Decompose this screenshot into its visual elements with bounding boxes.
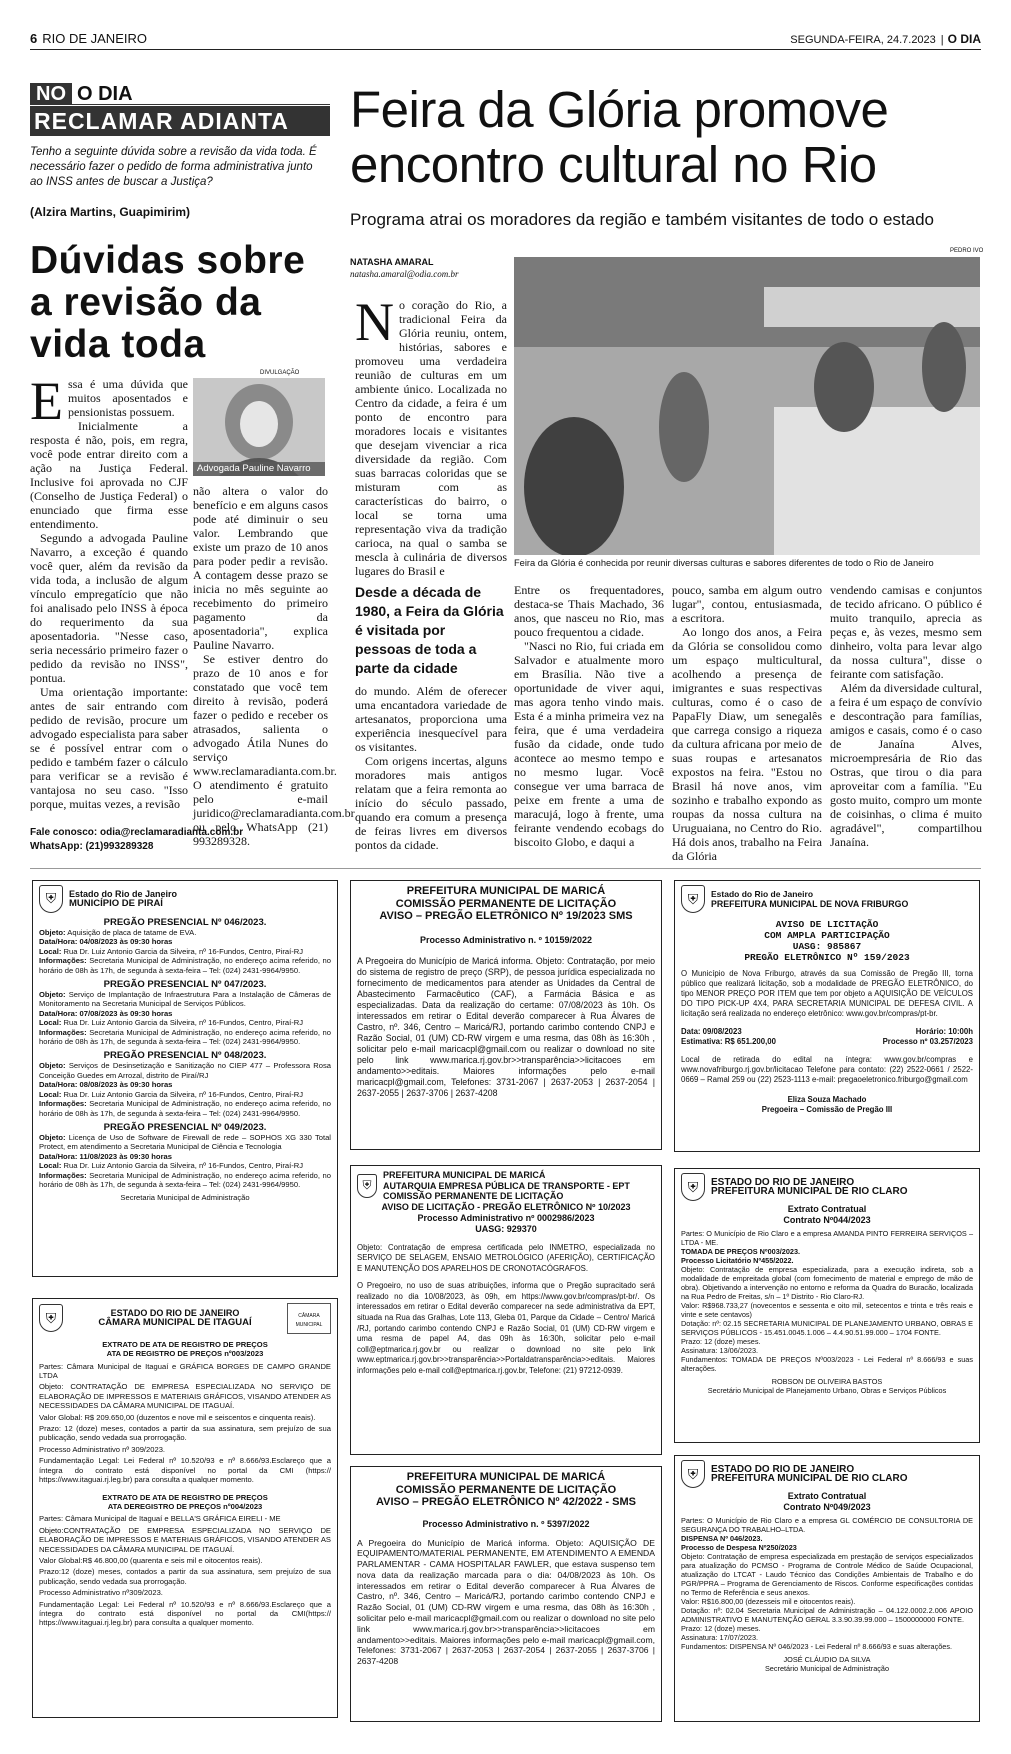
coat-of-arms-icon: ⛨ (357, 1174, 377, 1198)
coat-of-arms-icon: ⛨ (681, 885, 705, 913)
photo-credit: DIVULGAÇÃO (260, 370, 300, 376)
section-name: RIO DE JANEIRO (42, 31, 147, 46)
ad-ept-pregao-10: ⛨ PREFEITURA MUNICIPAL DE MARICÁ AUTARQUIA EMPRESA PÚBLICA DE TRANSPORTE - EPT COMISSÃO PERMANENTE DE LICITAÇÃO AVISO DE LICITAÇÃO - PREGÃO ELETRÔNICO Nº 10/2023 Processo Administrativo nº 0002986/2023 UASG: 929370 Objeto: Contratação de empresa certificada pelo INMETRO, especializada no SERVIÇO DE SELAGEM, ENSAIO METROLÓGICO (AFERIÇÃO), CERTIFICAÇÃO E MANUTENÇÃO DOS APARELHOS DE CRONOTACÓGRAFOS. O Pregoeiro, no uso de suas atribuições, informa que o Pregão supracitado será realizado no dia 10/08/2023, às 09h, em https://www.gov.br/compras/pt-br/. Os interessados em retirar o Edital deverão comparecer na sede administrativa da EPT, situada na Rua das Gralhas, Lote 113, Gleba 01, Parque da Cidade – Centro/ Maricá /RJ, portando carimbo contendo CNPJ e Razão Social, 01 (UM) CD-RW virgem e uma resma de papel A4, das 09h às 16:30h, solicitar pelo e-mail coll@eptmarica.rj.gov.br ou realizar o download no site pelo link www.eptmarica.rj.gov.br>>transparência>>Portaldatransparência>>editais. Maiores informações pelo e-mail coll@eptmarica.rj.gov.br, Telefone: (21) 97212-0939. (350, 1165, 662, 1455)
feira-pullquote: Desde a década de 1980, a Feira da Glória é visitada por pessoas de toda a parte da cidade (355, 584, 504, 676)
edition-date: SEGUNDA-FEIRA, 24.7.2023 (790, 33, 936, 46)
coat-of-arms-icon: ⛨ (681, 1460, 705, 1488)
contact-email: Fale conosco: odia@reclamaradianta.com.br (30, 827, 244, 838)
feira-column-2: Entre os frequentadores, destaca-se Thais Machado, 36 anos, que nasceu no Rio, mas pouco frequentou a cidade. "Nasci no Rio, fui criada em Salvador e atualmente moro em Brasília. Não tive a oportunidade de viver aqui, mas agora tenho vindo mais. Esta é a minha primeira vez na feira, que é uma verdadeira fusão da cidade, onde tudo acontece ao mesmo tempo e no mesmo lugar. Você consegue ver uma barraca de peixe em frente a uma de maracujá, logo à frente, uma feirante vendendo ecobags do biscoito Globo, e daqui a (514, 583, 664, 849)
ad-pirai: ⛨ Estado do Rio de Janeiro MUNICÍPIO DE PIRAÍ PREGÃO PRESENCIAL Nº 046/2023. Objeto: Aquisição de placa de tatame de EVA. Data/Hora: 04/08/2023 às 09:30 horas Local: Rua Dr. Luiz Antonio Garcia da Silveira, nº 16-Fundos, Centro, Piraí-RJ Informações: Secretaria Municipal de Administração, no endereço acima referido, no horário de 08h às 17h, de segunda à sexta-feira – Tel: (024) 2431-9964/9950. PREGÃO PRESENCIAL Nº 047/2023. Objeto: Serviço de Implantação de Infraestrutura Para a Instalação de Câmeras de Monitoramento na Secretaria Municipal de Serviços Públicos. Data/Hora: 07/08/2023 às 09:30 horas Local: Rua Dr. Luiz Antonio Garcia da Silveira, nº 16-Fundos, Centro, Piraí-RJ Informações: Secretaria Municipal de Administração, no endereço acima referido, no horário de 08h às 17h, de segunda à sexta-feira – Tel: (024) 2431-9964/9950. PREGÃO PRESENCIAL Nº 048/2023. Objeto: Serviços de Desinsetização e Sanitização no CIEP 477 – Professora Rosa Conceição Guedes em Arrozal, distrito de Piraí/RJ Data/Hora: 08/08/2023 às 09:30 horas Local: Rua Dr. Luiz Antonio Garcia da Silveira, nº 16-Fundos, Centro, Piraí-RJ Informações: Secretaria Municipal de Administração, no endereço acima referido, no horário de 08h às 17h, de segunda à sexta-feira – Tel: (024) 2431-9964/9950. PREGÃO PRESENCIAL Nº 049/2023. Objeto: Licença de Uso de Software de Firewall de rede – SOPHOS XG 330 Total Protect, em atendimento a Secretaria Municipal de Ciência e Tecnologia Data/Hora: 11/08/2023 às 09:30 horas Local: Rua Dr. Luiz Antonio Garcia da Silveira, nº 16-Fundos, Centro, Piraí-RJ Informações: Secretaria Municipal de Administração, no endereço acima referido, no horário de 08h às 17h, de segunda à sexta-feira – Tel: (024) 2431-9964/9950. Secretaria Municipal de Administração (32, 880, 338, 1277)
pirai-item-1: PREGÃO PRESENCIAL Nº 046/2023. Objeto: Aquisição de placa de tatame de EVA. Data/Hora: 04/08/2023 às 09:30 horas Local: Rua Dr. Luiz Antonio Garcia da Silveira, nº 16-Fundos, Centro, Piraí-RJ Informações: Secretaria Municipal de Administração, no endereço acima referido, no horário de 08h às 17h, de segunda à sexta-feira – Tel: (024) 2431-9964/9950. (39, 917, 331, 975)
feira-photo-credit: PEDRO IVO (950, 248, 984, 254)
page-header: 6 RIO DE JANEIRO SEGUNDA-FEIRA, 24.7.2023 | O DIA (30, 28, 981, 50)
pirai-item-3: PREGÃO PRESENCIAL Nº 048/2023. Objeto: Serviços de Desinsetização e Sanitização no CIEP 477 – Professora Rosa Conceição Guedes em Arrozal, distrito de Piraí/RJ Data/Hora: 08/08/2023 às 09:30 horas Local: Rua Dr. Luiz Antonio Garcia da Silveira, nº 16-Fundos, Centro, Piraí-RJ Informações: Secretaria Municipal de Administração, no endereço acima referido, no horário de 08h às 17h, de segunda à sexta-feira – Tel: (024) 2431-9964/9950. (39, 1050, 331, 1118)
coat-of-arms-icon: ⛨ (39, 1304, 63, 1332)
reclamar-headline: Dúvidas sobre a revisão da vida toda (30, 239, 306, 366)
feira-column-4: vendendo camisas e conjuntos de tecido africano. O público é muito tranquilo, aprecia as peças e, às vezes, mesmo sem dinheiro, volta para levar algo da nossa cultura", disse o feirante com satisfação. Além da diversidade cultural, a feira é um espaço de convívio e descontração para famílias, amigos e casais, como é o caso de Janaína Alves, microempresária de Rio das Ostras, que tirou o dia para aproveitar com a família. "Eu gosto muito, compro um monte de coisinhas, o clima é muito agradável", compartilhou Janaína. (830, 583, 982, 849)
ads-divider (30, 868, 981, 869)
coat-of-arms-icon: ⛨ (39, 885, 63, 913)
ad-rio-claro-049: ⛨ ESTADO DO RIO DE JANEIRO PREFEITURA MUNICIPAL DE RIO CLARO Extrato Contratual Contrato Nº049/2023 Partes: O Município de Rio Claro e a empresa GL COMÉRCIO DE CONSULTORIA DE SEGURANÇA DO TRABALHO–LTDA. DISPENSA Nº 046/2023. Processo de Despesa Nº250/2023 Objeto: Contratação de empresa especializada em prestação de serviços especializados para atualização do PCMSO - Programa de Controle Médico de Saúde Ocupacional, atualização do LTCAT - Laudo Técnico das Condições Ambientais de Trabalho e do PGR/PPRA – Programa de Gerenciamento de Riscos. Conforme especificações contidas no Termo de Referência e seus anexos. Valor: R$16.800,00 (dezesseis mil e oitocentos reais). Dotação: nº: 02.04 Secretaria Municipal de Administração – 04.122.0002.2.006 APOIO ADMINISTRATIVO E MANUTENÇÃO GERAL 3.3.90.39.99.000 – 1500000000 FONTE. Prazo: 12 (doze) meses. Assinatura: 17/07/2023. Fundamentos: DISPENSA Nº 046/2023 - Lei Federal nº 8.666/93 e suas alterações. JOSÉ CLÁUDIO DA SILVA Secretário Municipal de Administração (674, 1455, 980, 1722)
reclamar-badge: NO O DIA (30, 83, 330, 105)
ad-marica-pregao-42: PREFEITURA MUNICIPAL DE MARICÁ COMISSÃO PERMANENTE DE LICITAÇÃO AVISO – PREGÃO ELETRÔNICO Nº 42/2022 - SMS Processo Administrativo n. º 5397/2022 A Pregoeira do Município de Maricá informa. Objeto: AQUISIÇÃO DE EQUIPAMENTO/MATERIAL PERMANENTE, EM ATENDIMENTO A EMENDA PARLAMENTAR - CAMA HOSPITALAR FAWLER, que estava suspenso tem nova data da realização marcada para o dia: 04/08/2023 às 10h. Os interessados em retirar o Edital deverão comparecer à Rua Álvares de Castro, nº. 346, Centro – Maricá/RJ, portando carimbo contendo CNPJ e Razão Social, 01 (UM) CD-RW virgem e uma resma, das 08h às 16:30h , solicitar pelo e-mail maricacpl@gmail.com ou realizar o download no site pelo link www.marica.rj.gov.br>>transparência>>licitacoes em andamento>>editais. Maiores informações pelo e-mail maricacpl@gmail.com, Telefones: 3731-2067 | 2637-2053 | 2637-2054 | 2637-2055 | 2637-3706 | 2637-4208 (350, 1466, 662, 1722)
feira-drop-cap: N (355, 292, 394, 352)
coat-of-arms-icon: ⛨ (681, 1173, 705, 1201)
photo-caption: Advogada Pauline Navarro (193, 462, 325, 476)
contact-whatsapp: WhatsApp: (21)993289328 (30, 841, 154, 852)
reclamar-column-2: não altera o valor do benefício e em alguns casos pode até diminuir o seu valor. Lembrando que existe um prazo de 10 anos para poder pedir a revisão. A contagem desse prazo se inicia no mês seguinte ao recebimento do primeiro pagamento da aposentadoria", explica Pauline Navarro. Se estiver dentro do prazo de 10 anos e for constatado que você tem direito à revisão, poderá fazer o pedido e receber os atrasados, salienta o advogado Átila Nunes do serviço www.reclamaradianta.com.br. O atendimento é gratuito pelo e-mail juridico@reclamaradianta.com.br ou pelo WhatsApp (21) 993289328. (193, 484, 355, 848)
feira-subtitle: Programa atrai os moradores da região e também visitantes de todo o estado (350, 210, 934, 229)
feira-headline: Feira da Glória promove encontro cultural no Rio (350, 81, 889, 193)
ad-rio-claro-044: ⛨ ESTADO DO RIO DE JANEIRO PREFEITURA MUNICIPAL DE RIO CLARO Extrato Contratual Contrato Nº044/2023 Partes: O Município de Rio Claro e a empresa AMANDA PINTO FERREIRA SERVIÇOS – LTDA - ME. TOMADA DE PREÇOS Nº003/2023. Processo Licitatório Nº455/2022. Objeto: Contratação de empresa especializada, para a execução indireta, sob a modalidade de empreitada global (com fornecimento de material e emprego de mão de obra). Objetivando a intervenção no entorno e reforma da Quadra do Buracão, localizada na Rua Pedro de Freitas, s/n – 1º Distrito - Rio Claro-RJ. Valor: R$968.733,27 (novecentos e sessenta e oito mil, setecentos e trinta e três reais e vinte e sete centavos) Dotação: nº: 02.15 SECRETARIA MUNICIPAL DE PLANEJAMENTO URBANO, OBRAS E SERVIÇOS PÚBLICOS - 15.451.0045.1.006 – 4.4.90.51.99.000 – 1704 FONTE. Prazo: 12 (doze) meses. Assinatura: 13/06/2023. Fundamentos: TOMADA DE PREÇOS Nº003/2023 - Lei Federal nº 8.666/93 e suas alterações. ROBSON DE OLIVEIRA BASTOS Secretário Municipal de Planejamento Urbano, Obras e Serviços Públicos (674, 1168, 980, 1443)
page-number: 6 (30, 31, 38, 46)
feira-column-3: pouco, samba em algum outro lugar", contou, entusiasmada, a escritora. Ao longo dos anos, a Feira da Glória se consolidou como um espaço multicultural, acolhendo a presença de imigrantes e suas respectivas culturas, como é o caso de PapaFly Diaw, um senegalês que carrega consigo a riqueza da cultura africana por meio de suas roupas e artesanatos expostos na feira. "Estou no Brasil há nove anos, vim sozinho e trabalho expondo as roupas da nossa cultura na Uruguaiana, no Centro do Rio. Há dois anos, trabalho na Feira da Glória (672, 583, 822, 863)
brand-name: O DIA (947, 31, 981, 46)
reclamar-section-title: RECLAMAR ADIANTA (30, 106, 330, 136)
reclamar-column-1: E ssa é uma dúvida que muitos aposentados e pensionistas possuem. Inicialmente a resposta é não, pois, em regra, você pode entrar direito com a ação na Justiça Federal. Inclusive foi aprovada no CJF (Conselho de Justiça Federal) o enunciado que firma esse entendimento. Segundo a advogada Pauline Navarro, a exceção é quando você quer, além da revisão da vida toda, a inclusão de algum vínculo empregatício que não foi analisado pelo INSS à época do requerimento da sua aposentadoria. "Nesse caso, seria necessário primeiro fazer o pedido da revisão no INSS", pontua. Uma orientação importante: antes de sair entrando com pedido de revisão, procure um advogado especialista para saber se é possível entrar com o pedido e também fazer o cálculo para verificar se a revisão é vantajosa no seu caso. "Isso porque, muitas vezes, a revisão (30, 371, 188, 811)
camara-logo-icon: CÂMARA MUNICIPAL (287, 1303, 331, 1334)
ad-nova-friburgo: ⛨ Estado do Rio de Janeiro PREFEITURA MUNICIPAL DE NOVA FRIBURGO AVISO DE LICITAÇÃO COM AMPLA PARTICIPAÇÃO UASG: 985867 PREGÃO ELETRÔNICO Nº 159/2023 O Município de Nova Friburgo, através da sua Comissão de Pregão III, torna público que realizará licitação, sob a modalidade de PREGÃO ELETRÔNICO, do tipo MENOR PREÇO POR ITEM que tem por objeto a AQUISIÇÃO DE VEÍCULOS DO TIPO PICK-UP 4X4, PARA SECRETARIA MUNICIPAL DE DEFESA CIVIL. A licitação será realizada no endereço eletrônico: www.gov.br/compras/pt-br. Data: 09/08/2023 Horário: 10:00h Estimativa: R$ 651.200,00 Processo nº 03.257/2023 Local de retirada do edital na íntegra: www.gov.br/compras e www.novafriburgo.rj.gov.br/licitacao Telefone para contato: (22) 2522-0661 / 2522-0669 – Ramal 259 ou (22) 2523-1113 e-mail: pregaoeletronico.friburgo@gmail.com Eliza Souza Machado Pregoeira – Comissão de Pregão III (674, 880, 980, 1152)
pirai-item-4: PREGÃO PRESENCIAL Nº 049/2023. Objeto: Licença de Uso de Software de Firewall de rede – SOPHOS XG 330 Total Protect, em atendimento a Secretaria Municipal de Ciência e Tecnologia Data/Hora: 11/08/2023 às 09:30 horas Local: Rua Dr. Luiz Antonio Garcia da Silveira, nº 16-Fundos, Centro, Piraí-RJ Informações: Secretaria Municipal de Administração, no endereço acima referido, no horário de 08h às 17h, de segunda à sexta-feira – Tel: (024) 2431-9964/9950. (39, 1121, 331, 1189)
feira-photo-caption: Feira da Glória é conhecida por reunir diversas culturas e sabores diferentes de todo o Rio de Janeiro (514, 558, 934, 568)
feira-photo (514, 257, 980, 555)
drop-cap: E (30, 371, 63, 431)
pirai-item-2: PREGÃO PRESENCIAL Nº 047/2023. Objeto: Serviço de Implantação de Infraestrutura Para a Instalação de Câmeras de Monitoramento na Secretaria Municipal de Serviços Públicos. Data/Hora: 07/08/2023 às 09:30 horas Local: Rua Dr. Luiz Antonio Garcia da Silveira, nº 16-Fundos, Centro, Piraí-RJ Informações: Secretaria Municipal de Administração, no endereço acima referido, no horário de 08h às 17h, de segunda à sexta-feira – Tel: (024) 2431-9964/9950. (39, 979, 331, 1047)
pauline-photo (193, 378, 325, 476)
ad-marica-pregao-19: PREFEITURA MUNICIPAL DE MARICÁ COMISSÃO PERMANENTE DE LICITAÇÃO AVISO – PREGÃO ELETRÔNICO Nº 19/2023 SMS Processo Administrativo n. º 10159/2022 A Pregoeira do Município de Maricá informa. Objeto: Contratação, por meio do sistema de registro de preço (SRP), de pessoa jurídica especializada no fornecimento de medicamentos para atender as Unidades da Central de Abastecimento Farmacêutico (CAF), a Farmácia Básica e as especializadas. Data da realização do certame: 07/08/2023 às 10h. Os interessados em retirar o Edital deverão comparecer à Rua Álvares de Castro, nº. 346, Centro – Maricá/RJ, portando carimbo contendo CNPJ e Razão Social, 01 (UM) CD-RW virgem e uma resma, das 08h às 16:30h , solicitar pelo e-mail maricacpl@gmail.com ou realizar o download no site pelo link www.marica.rj.gov.br>>transparência>>licitacoes em andamento>>editais. Maiores informações pelo e-mail maricacpl@gmail.com, Telefones: 3731-2067 | 2637-2053 | 2637-2054 | 2637-2055 | 2637-3706 | 2637-4208 (350, 880, 662, 1150)
ad-itaguai: ⛨ ESTADO DO RIO DE JANEIRO CÂMARA MUNICIPAL DE ITAGUAÍ CÂMARA MUNICIPAL EXTRATO DE ATA DE REGISTRO DE PREÇOS ATA DE REGISTRO DE PREÇOS nº003/2023 Partes: Câmara Municipal de Itaguaí e GRÁFICA BORGES DE CAMPO GRANDE LTDA Objeto: CONTRATAÇÃO DE EMPRESA ESPECIALIZADA NO SERVIÇO DE ELABORAÇÃO DE IMPRESSOS E MATERIAIS GRÁFICOS, VISANDO ATENDER AS NECESSIDADES DA CÂMARA MUNICIPAL DE ITAGUAÍ. Valor Global: R$ 209.650,00 (duzentos e nove mil e seiscentos e cinquenta reais). Prazo: 12 (doze) meses, contados a partir da sua assinatura, sem prejuízo de sua publicação, sendo vedada sua prorrogação. Processo Administrativo nº 309/2023. Fundamentação Legal: Lei Federal nº 10.520/93 e nº 8.666/93.Esclareço que a íntegra do contrato está disponível no portal da CMI (https:// https://www.itaguai.rj.leg.br) para consulta a qualquer momento. EXTRATO DE ATA DE REGISTRO DE PREÇOS ATA DEREGISTRO DE PREÇOS nº004/2023 Partes: Câmara Municipal de Itaguaí e BELLA'S GRÁFICA EIRELI - ME Objeto:CONTRATAÇÃO DE EMPRESA ESPECIALIZADA NO SERVIÇO DE ELABORAÇÃO DE IMPRESSOS E MATERIAIS GRÁFICOS, VISANDO ATENDER AS NECESSIDADES DA CÂMARA MUNICIPAL DE ITAGUAÍ. Valor Global:R$ 46.800,00 (quarenta e seis mil e oitocentos reais). Prazo:12 (doze) meses, contados a partir da sua assinatura, sem prejuízo de sua publicação, sendo vedada sua prorrogação. Processo Administrativo nº309/2023. Fundamentação Legal: Lei Federal nº 10.520/93 e nº 8.666/93.Esclareço que a íntegra do contrato está disponível no portal da CMI(https:// https://www.itaguai.rj.leg.br) para consulta a qualquer momento. (32, 1298, 338, 1718)
reader-question: Tenho a seguinte dúvida sobre a revisão da vida toda. É necessário fazer o pedido de forma administrativa junto ao INSS antes de buscar a Justiça? (30, 146, 317, 188)
feira-author-email: natasha.amaral@odia.com.br (350, 269, 459, 279)
reader-author: (Alzira Martins, Guapimirim) (30, 205, 191, 219)
feira-column-1: N o coração do Rio, a tradicional Feira da Glória reuniu, ontem, histórias, sabores e promoveu uma verdadeira reunião de culturas em um ambiente único. Localizada no Centro da cidade, a feira é um ponto de encontro para moradores locais e visitantes que desejam vivenciar a rica diversidade da região. Com suas barracas coloridas que se misturam com as características do bairro, o local se torna uma representação viva da tradição carioca, na qual o samba se mescla à culinária de diversos lugares do Brasil e (355, 292, 507, 578)
market-scene-illustration (514, 257, 980, 555)
feira-author: NATASHA AMARAL (350, 257, 434, 267)
feira-column-1b: do mundo. Além de oferecer uma encantadora variedade de artesanatos, proporciona uma experiência inesquecível para os visitantes. Com origens incertas, alguns moradores mais antigos relatam que a feira remonta ao início do século passado, quando era comum a presença de feiras livres em diversos pontos da cidade. (355, 684, 507, 852)
